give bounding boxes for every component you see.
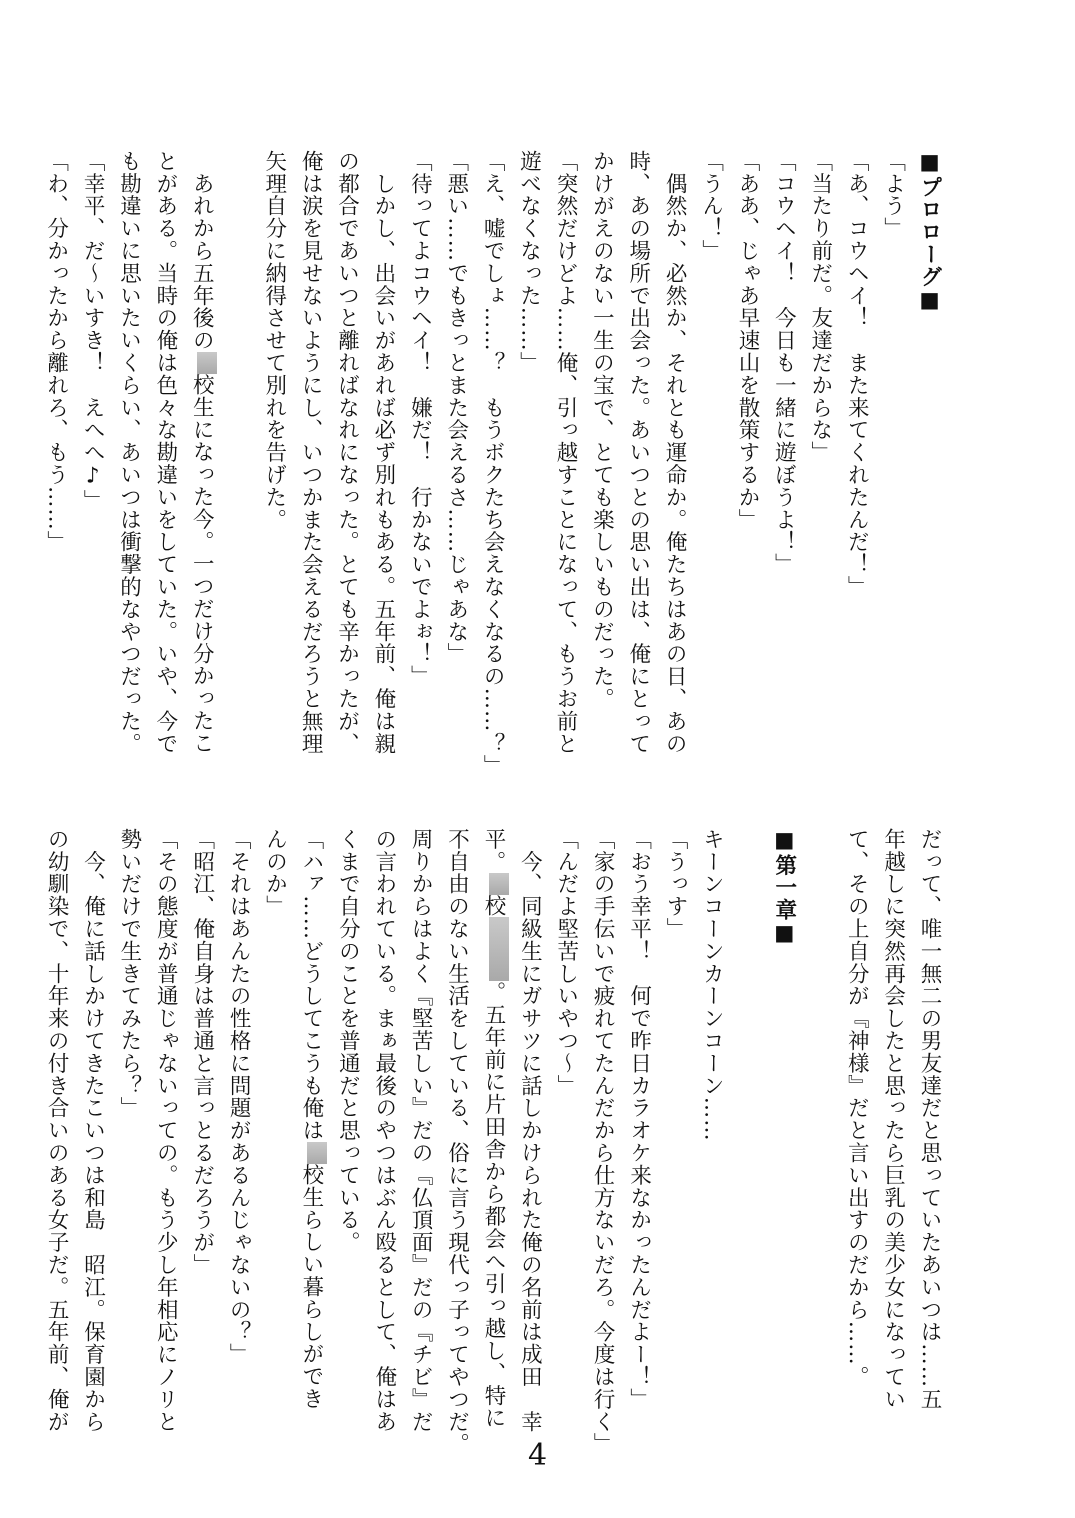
text-line: 「それはあんたの性格に問題があるんじゃないの？」 <box>226 828 252 1366</box>
text-line: 年越しに突然再会したと思ったら巨乳の美少女になってい <box>880 828 906 1411</box>
text-line: かけがえのない一生の宝で、とても楽しいものだった。 <box>589 150 615 710</box>
text-line: 「おう幸平！ 何で昨日カラオケ来なかったんだよー！」 <box>626 828 652 1411</box>
text-line: 「当たり前だ。友達だからな」 <box>807 150 833 464</box>
text-line-censored <box>293 828 329 1411</box>
text-line: 「家の手伝いで疲れてたんだから仕方ないだろ。今度は行く」 <box>590 828 616 1456</box>
text-line: 「悪い……でもきっとまた会えるさ……じゃあな」 <box>443 150 469 666</box>
text-line: 今、俺に話しかけてきたこいつは和島 昭江。保育園から <box>80 828 106 1433</box>
censor-mosaic <box>489 873 509 895</box>
text-fragment: 。五年前に片田舎から都会へ引っ越し、特に <box>480 981 506 1430</box>
text-line: の都合であいつと離ればなれになった。とても辛かったが、 <box>334 150 360 755</box>
text-line: 「コウヘイ！ 今日も一緒に遊ぼうよ！」 <box>771 150 797 576</box>
text-line: 「ああ、じゃあ早速山を散策するか」 <box>734 150 760 531</box>
text-line: しかし、出会いがあれば必ず別れもある。五年前、俺は親 <box>370 150 396 755</box>
prologue-heading: ■プロローグ■ <box>917 150 942 314</box>
text-fragment: 校生になった今。一つだけ分かったこ <box>189 373 215 755</box>
text-line: 「あ、コウヘイ！ また来てくれたんだ！」 <box>844 150 870 598</box>
text-line: 今、同級生にガサツに話しかけられた俺の名前は成田 幸 <box>517 828 543 1433</box>
text-line: んのか」 <box>262 828 288 918</box>
text-line: も勘違いに思いたいくらい、あいつは衝撃的なやつだった。 <box>116 150 142 755</box>
chapter-heading: ■第一章■ <box>771 828 797 947</box>
text-line: 「わ、分かったから離れろ、もう……」 <box>43 150 69 554</box>
text-line: キーンコーンカーンコーン…… <box>699 828 725 1142</box>
text-line-censored <box>475 828 511 1430</box>
text-line: 遊べなくなった……」 <box>516 150 542 374</box>
text-line: 「うん！」 <box>698 150 724 262</box>
text-line: 時、あの場所で出会った。あいつとの思い出は、俺にとって <box>625 150 651 755</box>
text-line: 「よう」 <box>880 150 906 240</box>
text-line: 「その態度が普通じゃないっての。もう少し年相応にノリと <box>153 828 179 1433</box>
chapter-one-section <box>44 828 947 1456</box>
text-fragment: あれから五年後の <box>189 150 215 352</box>
text-line: 「幸平、だ～いすき！ えへへ♪」 <box>80 150 106 512</box>
text-line: 勢いだけで生きてみたら？」 <box>116 828 142 1120</box>
blank-line <box>729 828 765 1388</box>
blank-line <box>219 150 255 800</box>
text-line: の幼馴染で、十年来の付き合いのある女子だ。五年前、俺が <box>44 828 70 1433</box>
text-line: 「突然だけどよ……俺、引っ越すことになって、もうお前と <box>552 150 578 755</box>
text-line: くまで自分のことを普通だと思っている。 <box>335 828 361 1254</box>
text-line: 「昭江、俺自身は普通と言っとるだろうが」 <box>189 828 215 1276</box>
text-line: 俺は涙を見せないようにし、いつかまた会えるだろうと無理 <box>298 150 324 755</box>
text-fragment: 校生らしい暮らしができ <box>298 1163 324 1411</box>
text-line: の言われている。まぁ最後のやつはぶん殴るとして、俺はあ <box>371 828 397 1433</box>
text-line: て、その上自分が『神様』だと言い出すのだから……。 <box>844 828 870 1388</box>
text-fragment: 校 <box>480 894 506 918</box>
text-fragment: 「ハァ……どうしてこうも俺は <box>298 828 324 1142</box>
blank-line <box>802 828 838 1388</box>
text-fragment: 平。 <box>480 828 506 873</box>
text-line: だって、唯一無二の男友達だと思っていたあいつは……五 <box>917 828 942 1411</box>
censor-mosaic <box>307 1142 327 1164</box>
text-line: 「え、嘘でしょ……？ もうボクたち会えなくなるの……？」 <box>480 150 506 778</box>
text-line: 「うっす」 <box>662 828 688 940</box>
text-line: 「んだよ堅苦しいやつ～」 <box>553 828 579 1097</box>
censor-mosaic <box>489 917 509 981</box>
text-line: 矢理自分に納得させて別れを告げた。 <box>261 150 287 531</box>
text-line: 偶然か、必然か、それとも運命か。俺たちはあの日、あの <box>662 150 688 755</box>
text-line: 不自由のない生活をしている、俗に言う現代っ子ってやつだ。 <box>444 828 470 1456</box>
text-line: 「待ってよコウヘイ！ 嫌だ！ 行かないでよぉ！」 <box>407 150 433 688</box>
text-line: とがある。当時の俺は色々な勘違いをしていた。いや、今で <box>152 150 178 755</box>
prologue-section <box>43 150 947 800</box>
text-line-censored <box>183 150 219 800</box>
text-line: 周りからはよく『堅苦しい』だの『仏頂面』だの『チビ』だ <box>408 828 434 1433</box>
page-number: 4 <box>527 1438 548 1473</box>
censor-mosaic <box>197 352 217 374</box>
